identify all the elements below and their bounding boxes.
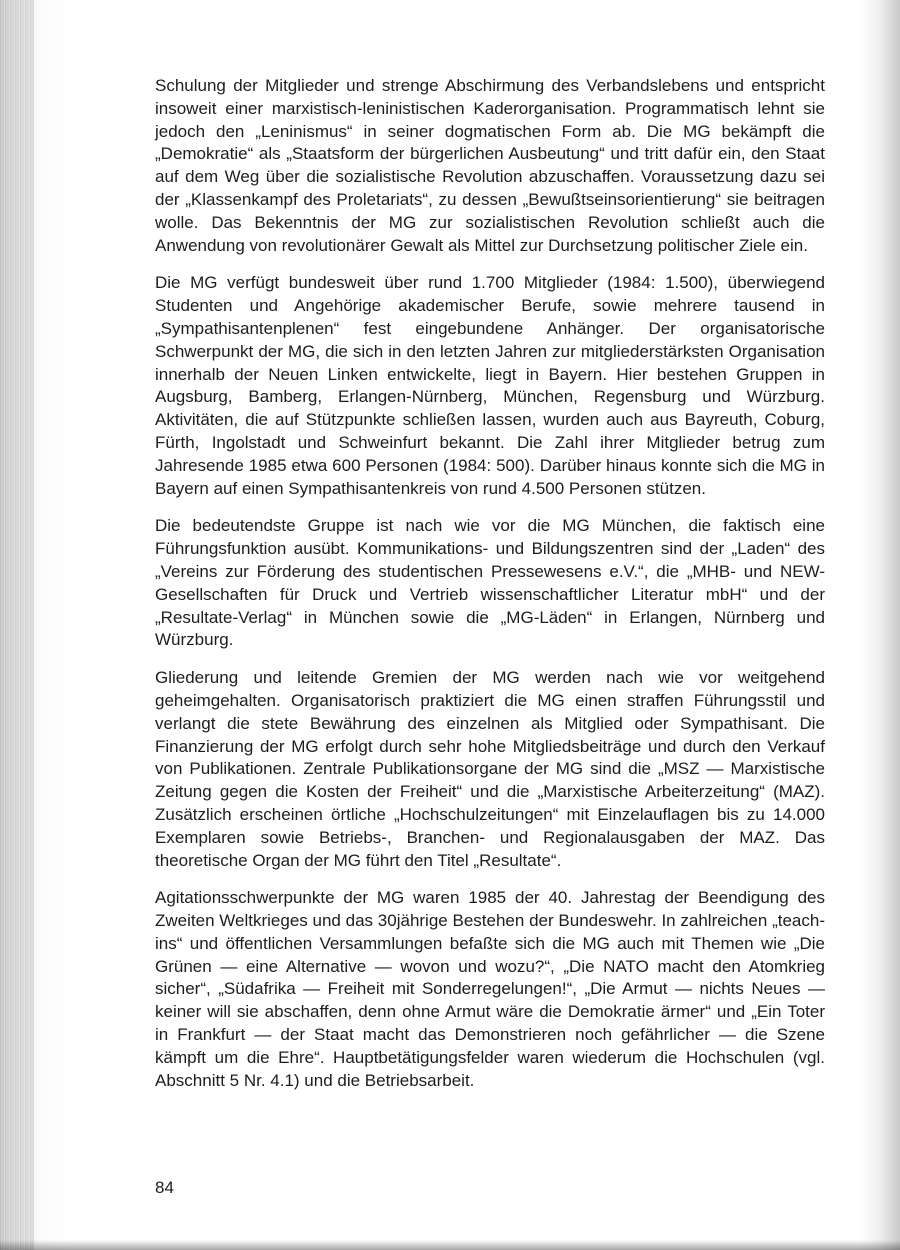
paragraph-mitglieder: Die MG verfügt bundesweit über rund 1.700 Mitglieder (1984: 1.500), überwiegend Studenten und Angehörige akademischer Berufe, sowie mehrere tausend in „Sympathisantenplenen“ fest eingebundene Anhänger. Der organisatorische Schwerpunkt der MG, die sich in den letzten Jahren zur mitgliederstärksten Organisation innerhalb der Neuen Linken entwickelte, liegt in Bayern. Hier bestehen Gruppen in Augsburg, Bamberg, Erlangen-Nürnberg, München, Regensburg und Würzburg. Aktivitäten, die auf Stützpunkte schließen lassen, wurden auch aus Bayreuth, Coburg, Fürth, Ingolstadt und Schweinfurt bekannt. Die Zahl ihrer Mitglieder betrug zum Jahresende 1985 etwa 600 Personen (1984: 500). Darüber hinaus konnte sich die MG in Bayern auf einen Sympathisantenkreis von rund 4.500 Personen stützen. (155, 273, 825, 498)
page-number: 84 (155, 1178, 174, 1197)
paragraph-mg-muenchen: Die bedeutendste Gruppe ist nach wie vor die MG München, die faktisch eine Führungsfunktion ausübt. Kommunikations- und Bildungszentren sind der „Laden“ des „Vereins zur Förderung des studentischen Pressewesens e.V.“, die „MHB- und NEW-Gesellschaften für Druck und Vertrieb wissenschaftlicher Literatur mbH“ und der „Resultate-Verlag“ in München sowie die „MG-Läden“ in Erlangen, Nürnberg und Würzburg. (155, 516, 825, 650)
paragraph-gliederung-publikationen: Gliederung und leitende Gremien der MG werden nach wie vor weitgehend geheimgehalten. Organisatorisch praktiziert die MG einen straffen Führungsstil und verlangt die stete Bewährung des einzelnen als Mitglied oder Sympathisant. Die Finanzierung der MG erfolgt durch sehr hohe Mitgliedsbeiträge und durch den Verkauf von Publikationen. Zentrale Publikationsorgane der MG sind die „MSZ — Marxistische Zeitung gegen die Kosten der Freiheit“ und die „Marxistische Arbeiterzeitung“ (MAZ). Zusätzlich erscheinen örtliche „Hochschulzeitungen“ mit Einzelauflagen bis zu 14.000 Exemplaren sowie Betriebs-, Branchen- und Regionalausgaben der MAZ. Das theoretische Organ der MG führt den Titel „Resultate“. (155, 668, 825, 870)
body-text (155, 75, 825, 1107)
paragraph-kaderorganisation: Schulung der Mitglieder und strenge Abschirmung des Verbandslebens und entspricht insoweit einer marxistisch-leninistischen Kaderorganisation. Programmatisch lehnt sie jedoch den „Leninismus“ in seiner dogmatischen Form ab. Die MG bekämpft die „Demokratie“ als „Staatsform der bürgerlichen Ausbeutung“ und tritt dafür ein, den Staat auf dem Weg über die sozialistische Revolution abzuschaffen. Voraussetzung dazu sei der „Klassenkampf des Proletariats“, zu dessen „Bewußtseinsorientierung“ sie beitragen wolle. Das Bekenntnis der MG zur sozialistischen Revolution schließt auch die Anwendung von revolutionärer Gewalt als Mittel zur Durchsetzung politischer Ziele ein. (155, 76, 825, 255)
book-binding-edge (0, 0, 34, 1250)
page-bottom-shadow (0, 1240, 900, 1250)
paragraph-agitationsschwerpunkte: Agitationsschwerpunkte der MG waren 1985 der 40. Jahrestag der Beendigung des Zweiten Weltkrieges und das 30jährige Bestehen der Bundeswehr. In zahlreichen „teach-ins“ und öffentlichen Versammlungen befaßte sich die MG auch mit Themen wie „Die Grünen — eine Alternative — wovon und wozu?“, „Die NATO macht den Atomkrieg sicher“, „Südafrika — Freiheit mit Sonderregelungen!“, „Die Armut — nichts Neues — keiner will sie abschaffen, denn ohne Armut wäre die Demokratie ärmer“ und „Ein Toter in Frankfurt — der Staat macht das Demonstrieren noch gefährlicher — die Szene kämpft um die Ehre“. Hauptbetätigungsfelder waren wiederum die Hochschulen (vgl. Abschnitt 5 Nr. 4.1) und die Betriebsarbeit. (155, 888, 825, 1090)
